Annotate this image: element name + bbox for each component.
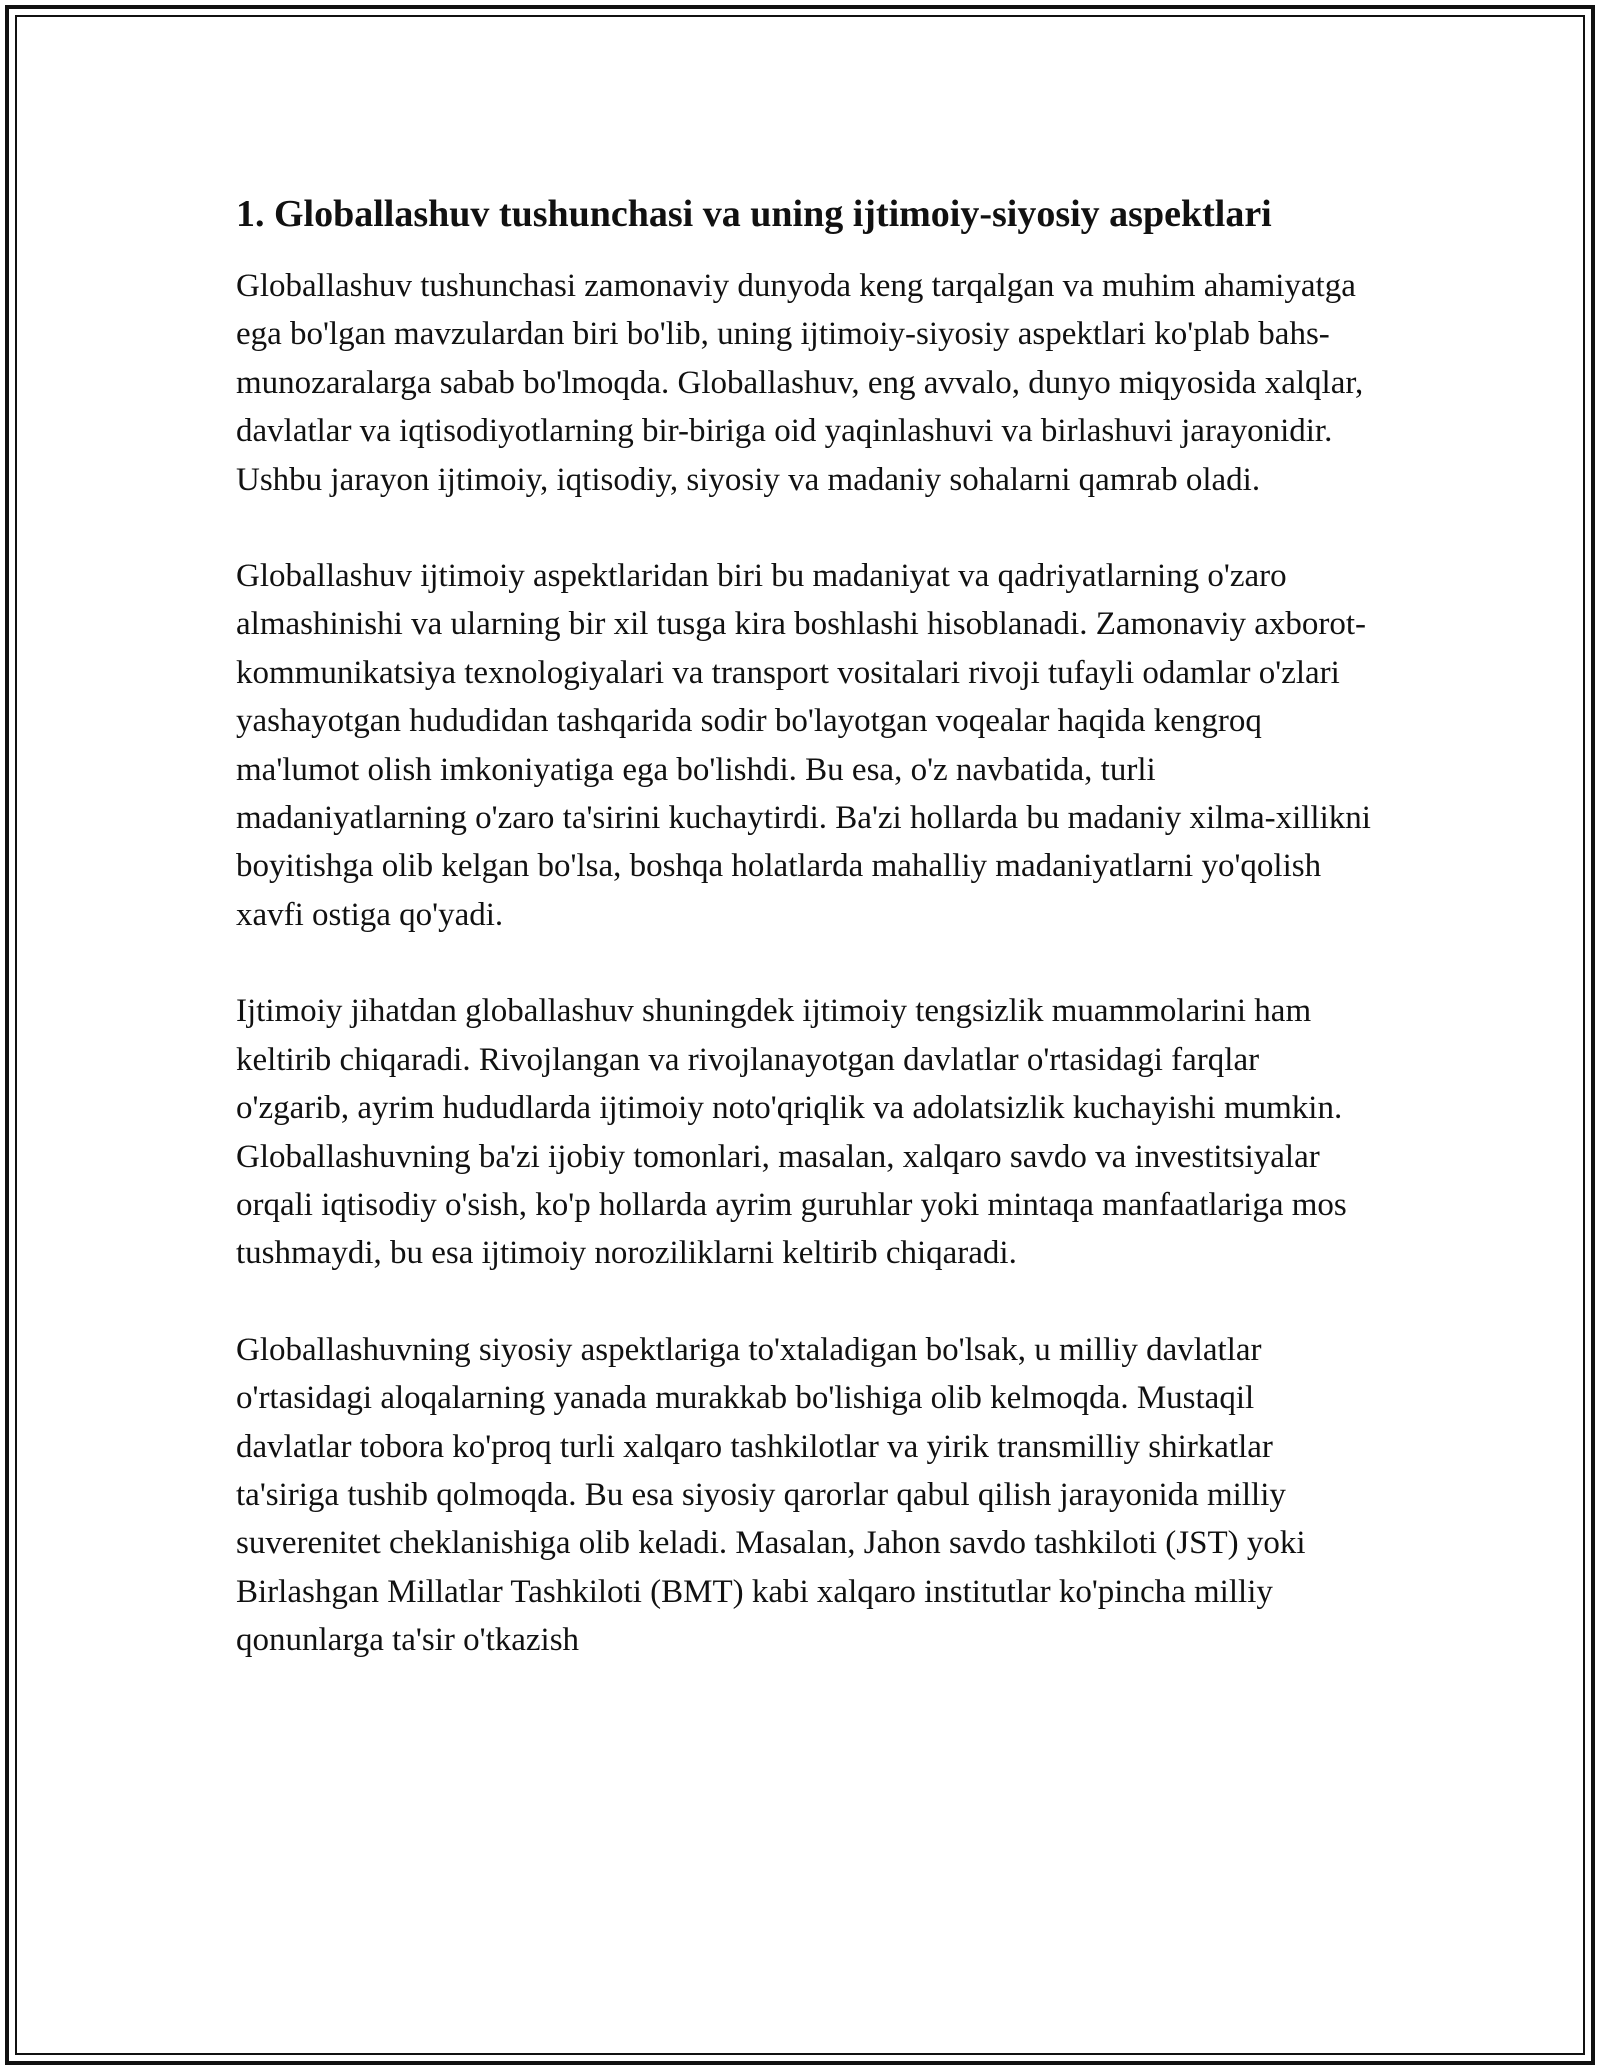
- document-body: [236, 186, 1376, 1713]
- paragraph-3: Ijtimoiy jihatdan globallashuv shuningdek ijtimoiy tengsizlik muammolarini ham keltirib chiqaradi. Rivojlangan va rivojlanayotgan davlatlar o'rtasidagi farqlar o'zgarib, ayrim hududlarda ijtimoiy noto'qriqlik va adolatsizlik kuchayishi mumkin. Globallashuvning ba'zi ijobiy tomonlari, masalan, xalqaro savdo va investitsiyalar orqali iqtisodiy o'sish, ko'p hollarda ayrim guruhlar yoki mintaqa manfaatlariga mos tushmaydi, bu esa ijtimoiy noroziliklarni keltirib chiqaradi.: [236, 993, 1347, 1272]
- paragraph-1: Globallashuv tushunchasi zamonaviy dunyoda keng tarqalgan va muhim ahamiyatga ega bo'lgan mavzulardan biri bo'lib, uning ijtimoiy-siyosiy aspektlari ko'plab bahs-munozaralarga sabab bo'lmoqda. Globallashuv, eng avvalo, dunyo miqyosida xalqlar, davlatlar va iqtisodiyotlarning bir-biriga oid yaqinlashuvi va birlashuvi jarayonidir. Ushbu jarayon ijtimoiy, iqtisodiy, siyosiy va madaniy sohalarni qamrab oladi.: [236, 268, 1364, 498]
- paragraph-2: Globallashuv ijtimoiy aspektlaridan biri bu madaniyat va qadriyatlarning o'zaro almashinishi va ularning bir xil tusga kira boshlashi hisoblanadi. Zamonaviy axborot-kommunikatsiya texnologiyalari va transport vositalari rivoji tufayli odamlar o'zlari yashayotgan hududidan tashqarida sodir bo'layotgan voqealar haqida kengroq ma'lumot olish imkoniyatiga ega bo'lishdi. Bu esa, o'z navbatida, turli madaniyatlarning o'zaro ta'sirini kuchaytirdi. Ba'zi hollarda bu madaniy xilma-xillikni boyitishga olib kelgan bo'lsa, boshqa holatlarda mahalliy madaniyatlarni yo'qolish xavfi ostiga qo'yadi.: [236, 558, 1371, 933]
- section-heading: 1. Globallashuv tushunchasi va uning ijtimoiy-siyosiy aspektlari: [236, 193, 1272, 235]
- paragraph-4: Globallashuvning siyosiy aspektlariga to'xtaladigan bo'lsak, u milliy davlatlar o'rtasidagi aloqalarning yanada murakkab bo'lishiga olib kelmoqda. Mustaqil davlatlar tobora ko'proq turli xalqaro tashkilotlar va yirik transmilliy shirkatlar ta'siriga tushib qolmoqda. Bu esa siyosiy qarorlar qabul qilish jarayonida milliy suverenitet cheklanishiga olib keladi. Masalan, Jahon savdo tashkiloti (JST) yoki Birlashgan Millatlar Tashkiloti (BMT) kabi xalqaro institutlar ko'pincha milliy qonunlarga ta'sir o'tkazish: [236, 1331, 1306, 1659]
